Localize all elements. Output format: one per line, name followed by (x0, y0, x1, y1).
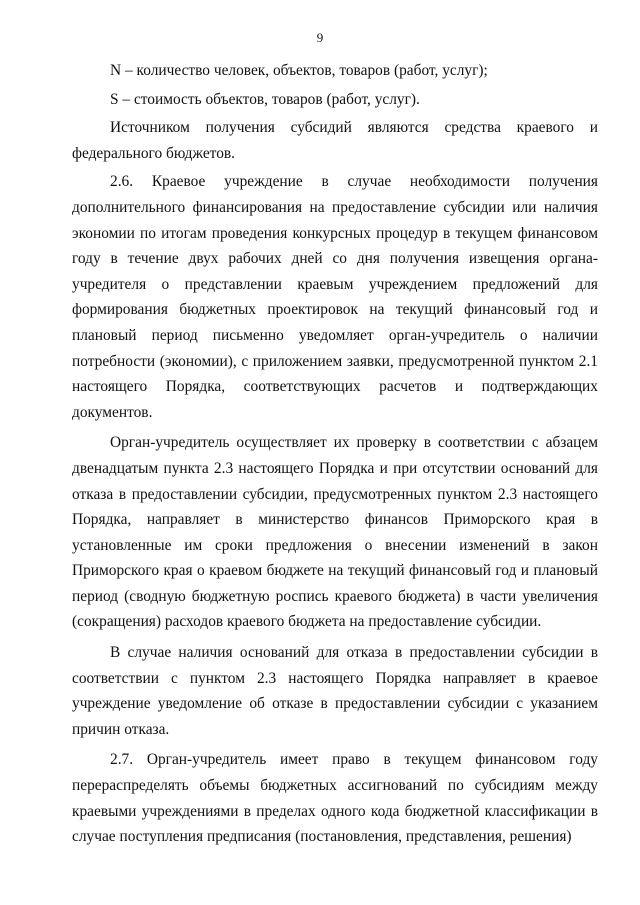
paragraph-2-6: 2.6. Краевое учреждение в случае необходимости получения дополнительного финансирования на предоставление субсидии или наличия экономии по итогам проведения конкурсных процедур в текущем финансовом году в течение двух рабочих дней со дня получения извещения органа-учредителя о представлении краевым учреждением предложений для формирования бюджетных проектировок на текущий финансовый год и плановый период письменно уведомляет орган-учредитель о наличии потребности (экономии), с приложением заявки, предусмотренной пунктом 2.1 настоящего Порядка, соответствующих расчетов и подтверждающих документов. (72, 173, 598, 421)
paragraph-n-definition: N – количество человек, объектов, товаров (работ, услуг); (110, 62, 488, 79)
page-number: 9 (316, 30, 324, 45)
paragraph-s-definition: S – стоимость объектов, товаров (работ, услуг). (110, 90, 420, 108)
document-body (72, 58, 598, 850)
paragraph-refusal: В случае наличия оснований для отказа в предоставлении субсидии в соответствии с пунктом 2.3 настоящего Порядка направляет в краевое учреждение уведомление об отказе в предоставлении субсидии с указанием причин отказа. (72, 644, 598, 738)
paragraph-founder-review: Орган-учредитель осуществляет их проверку в соответствии с абзацем двенадцатым пункта 2.3 настоящего Порядка и при отсутствии оснований для отказа в предоставлении субсидии, предусмотренных пунктом 2.3 настоящего Порядка, направляет в министерство финансов Приморского края в установленные им сроки предложения о внесении изменений в закон Приморского края о краевом бюджете на текущий финансовый год и плановый период (сводную бюджетную роспись краевого бюджета) в части увеличения (сокращения) расходов краевого бюджета на предоставление субсидии. (72, 434, 598, 631)
paragraph-2-7: 2.7. Орган-учредитель имеет право в текущем финансовом году перераспределять объемы бюджетных ассигнований по субсидиям между краевыми учреждениями в пределах одного кода бюджетной классификации в случае поступления предписания (постановления, представления, решения) (72, 751, 598, 846)
paragraph-funding-source: Источником получения субсидий являются средства краевого и федерального бюджетов. (72, 119, 598, 162)
